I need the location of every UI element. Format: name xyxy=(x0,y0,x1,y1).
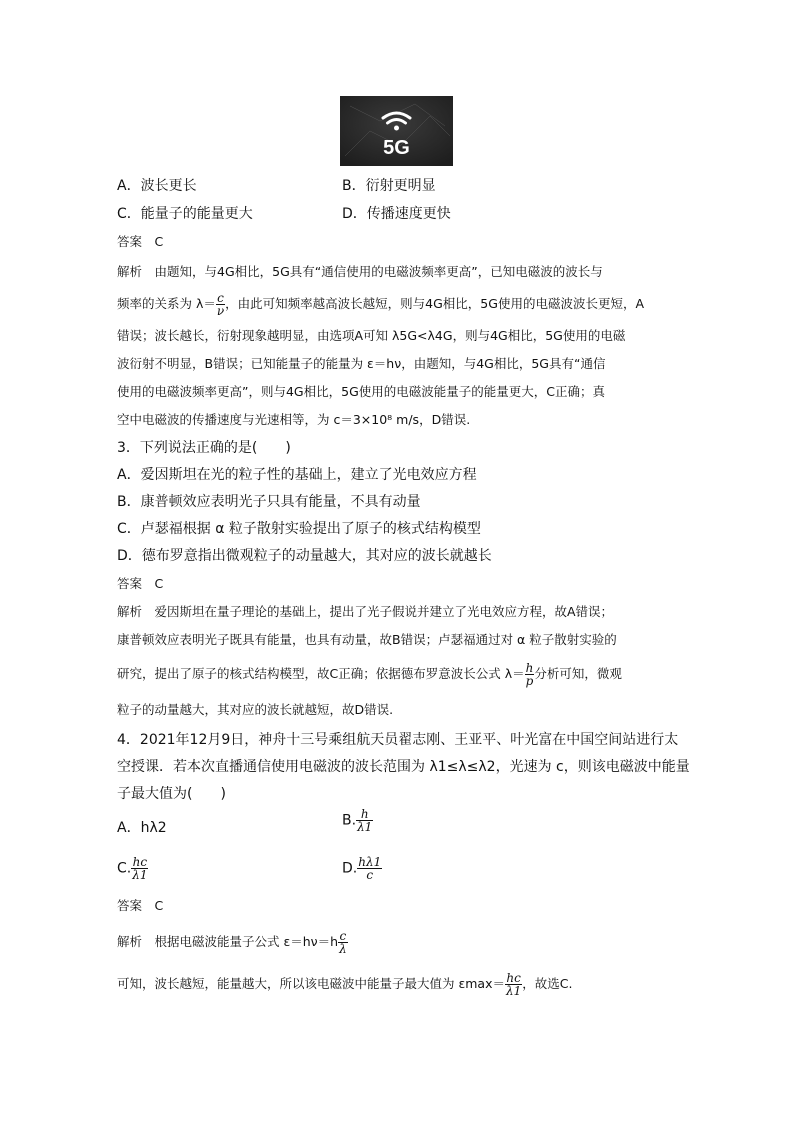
q3-analysis-line3 xyxy=(117,662,622,687)
fraction-denominator: λ1 xyxy=(505,984,522,998)
q3-option-a: A．爱因斯坦在光的粒子性的基础上，建立了光电效应方程 xyxy=(117,467,477,483)
fraction-numerator: hc xyxy=(132,855,148,869)
5g-label: 5G xyxy=(383,137,410,159)
q2-wavelength-fraction xyxy=(216,292,225,317)
q3-option-d: D．德布罗意指出微观粒子的动量越大，其对应的波长就越长 xyxy=(117,548,492,564)
5g-image xyxy=(340,96,453,166)
fraction-denominator: λ1 xyxy=(357,820,373,834)
q2-option-a: A．波长更长 xyxy=(117,178,197,194)
fraction-numerator: hc xyxy=(506,971,521,985)
q4-analysis-line1-text: 解析 根据电磁波能量子公式 ε＝hν＝h xyxy=(117,934,339,949)
q2-analysis-line2-rest: ，由此可知频率越高波长越短，则与4G相比，5G使用的电磁波波长更短，A xyxy=(225,296,645,311)
q4-stem-line3: 子最大值为( ) xyxy=(117,786,226,802)
q2-option-c: C．能量子的能量更大 xyxy=(117,206,253,222)
q2-analysis-line3: 错误；波长越长，衍射现象越明显，由选项A可知 λ5G<λ4G，则与4G相比，5G使用的电磁 xyxy=(117,328,626,343)
q4-option-b-fraction xyxy=(356,808,373,833)
energy-quantum-fraction xyxy=(338,930,348,955)
fraction-denominator: p xyxy=(525,674,534,688)
q4-option-d xyxy=(342,856,382,881)
q4-analysis-line1 xyxy=(117,930,348,955)
q3-stem: 3．下列说法正确的是( ) xyxy=(117,440,291,456)
max-energy-fraction xyxy=(505,972,522,997)
q4-stem-line2: 空授课．若本次直播通信使用电磁波的波长范围为 λ1≤λ≤λ2，光速为 c，则该电磁波中能量 xyxy=(117,759,690,775)
q4-analysis-line2-text: 可知，波长越短，能量越大，所以该电磁波中能量子最大值为 εmax＝ xyxy=(117,976,505,991)
q4-analysis-line2-rest: ，故选C. xyxy=(522,976,573,991)
fraction-numerator: h xyxy=(525,661,534,675)
q2-analysis-line2 xyxy=(117,292,644,317)
q4-option-b xyxy=(342,808,373,833)
q3-analysis-line3-text: 研究，提出了原子的核式结构模型，故C正确；依据德布罗意波长公式 λ＝ xyxy=(117,666,525,681)
wifi-signal-icon xyxy=(340,96,453,166)
q4-option-c xyxy=(117,856,148,881)
q4-option-c-fraction xyxy=(131,856,148,881)
fraction-denominator: c xyxy=(366,868,374,882)
q2-analysis-line4: 波衍射不明显，B错误；已知能量子的能量为 ε＝hν，由题知，与4G相比，5G具有“通信 xyxy=(117,356,606,371)
q3-analysis-line2: 康普顿效应表明光子既具有能量，也具有动量，故B错误；卢瑟福通过对 α 粒子散射实验的 xyxy=(117,632,617,647)
fraction-numerator: h xyxy=(356,808,373,821)
q4-answer: 答案 C xyxy=(117,898,164,913)
q3-answer: 答案 C xyxy=(117,576,164,591)
fraction-denominator: λ1 xyxy=(132,868,148,882)
q3-analysis-line1: 解析 爱因斯坦在量子理论的基础上，提出了光子假说并建立了光电效应方程，故A错误； xyxy=(117,604,614,619)
q4-option-d-fraction xyxy=(357,856,382,881)
q2-analysis-line6: 空中电磁波的传播速度与光速相等，为 c＝3×10⁸ m/s，D错误. xyxy=(117,412,471,427)
q2-option-b: B．衍射更明显 xyxy=(342,178,436,194)
q2-analysis-line1: 解析 由题知，与4G相比，5G具有“通信使用的电磁波频率更高”，已知电磁波的波长与 xyxy=(117,264,603,279)
q3-option-b: B．康普顿效应表明光子只具有能量，不具有动量 xyxy=(117,494,421,510)
fraction-denominator: ν xyxy=(216,304,225,318)
q2-answer: 答案 C xyxy=(117,234,164,249)
q3-analysis-line3-rest: 分析可知，微观 xyxy=(534,666,622,681)
q2-analysis-line2-text: 频率的关系为 λ＝ xyxy=(117,296,216,311)
q3-option-c: C．卢瑟福根据 α 粒子散射实验提出了原子的核式结构模型 xyxy=(117,521,481,537)
q4-analysis-line2 xyxy=(117,972,572,997)
option-label: C. xyxy=(117,860,132,877)
q2-analysis-line5: 使用的电磁波频率更高”，则与4G相比，5G使用的电磁波能量子的能量更大，C正确；真 xyxy=(117,384,605,399)
q3-analysis-line4: 粒子的动量越大，其对应的波长就越短，故D错误. xyxy=(117,702,394,717)
option-label: D. xyxy=(342,860,358,877)
fraction-numerator: c xyxy=(339,929,347,943)
q2-option-d: D．传播速度更快 xyxy=(342,206,451,222)
option-label: B. xyxy=(342,812,357,829)
q4-stem-line1: 4．2021年12月9日，神舟十三号乘组航天员翟志刚、王亚平、叶光富在中国空间站进行太 xyxy=(117,732,679,748)
q4-option-a: A．hλ2 xyxy=(117,820,167,836)
fraction-numerator: c xyxy=(217,291,224,305)
fraction-denominator: λ xyxy=(339,942,347,956)
debroglie-fraction xyxy=(525,662,535,687)
fraction-numerator: hλ1 xyxy=(358,855,382,869)
